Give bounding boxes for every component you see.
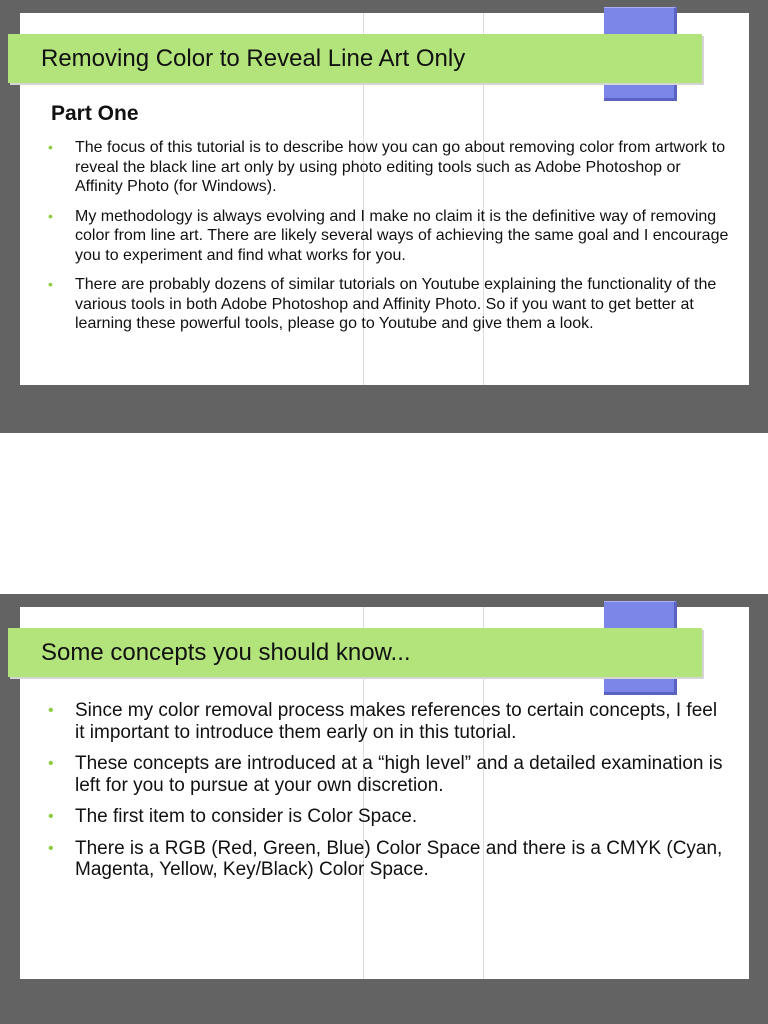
slide-1: [20, 13, 749, 385]
bullet-item: [48, 806, 729, 828]
title-bar: [8, 628, 702, 677]
bullet-item: [48, 700, 729, 743]
bullet-item: [48, 138, 729, 197]
bullet-item: [48, 275, 729, 334]
bullet-text: The first item to consider is Color Space.: [75, 806, 418, 827]
slide-title: Some concepts you should know...: [41, 638, 411, 666]
bullet-text: These concepts are introduced at a “high level” and a detailed examination is left for you to pursue at your own discretion.: [75, 753, 723, 796]
bullet-text: My methodology is always evolving and I make no claim it is the definitive way of removing color from line art. There are likely several ways of achieving the same goal and I encourage you to experiment and find what works for you.: [75, 207, 729, 264]
bullet-text: The focus of this tutorial is to describe how you can go about removing color from artwork to reveal the black line art only by using photo editing tools such as Adobe Photoshop or Affinity Photo (for Windows).: [75, 139, 726, 195]
bullet-item: [48, 207, 729, 266]
part-heading: Part One: [51, 102, 139, 125]
slide-frame-2: [0, 594, 768, 1024]
bullet-text: Since my color removal process makes references to certain concepts, I feel it important to introduce them early on in this tutorial.: [75, 700, 718, 743]
bullet-text: There is a RGB (Red, Green, Blue) Color Space and there is a CMYK (Cyan, Magenta, Yellow, Key/Black) Color Space.: [75, 837, 723, 880]
slide-2: [20, 607, 749, 979]
slide-title: Removing Color to Reveal Line Art Only: [41, 44, 466, 72]
bullet-icon: •: [48, 139, 53, 155]
slide-frame-1: [0, 0, 768, 433]
bullet-text: There are probably dozens of similar tutorials on Youtube explaining the functionality of the various tools in both Adobe Photoshop and Affinity Photo. So if you want to get better at learning these powerful tools, please go to Youtube and give them a look.: [75, 276, 717, 332]
bullet-icon: •: [48, 839, 54, 857]
bullet-icon: •: [48, 207, 53, 224]
bullet-item: [48, 753, 729, 796]
bullet-list: [48, 700, 729, 891]
bullet-list: [48, 138, 729, 344]
bullet-icon: •: [48, 702, 54, 719]
bullet-icon: •: [48, 755, 54, 772]
bullet-icon: •: [48, 808, 54, 825]
bullet-item: [48, 838, 729, 881]
bullet-icon: •: [48, 276, 53, 292]
title-bar: [8, 34, 702, 83]
